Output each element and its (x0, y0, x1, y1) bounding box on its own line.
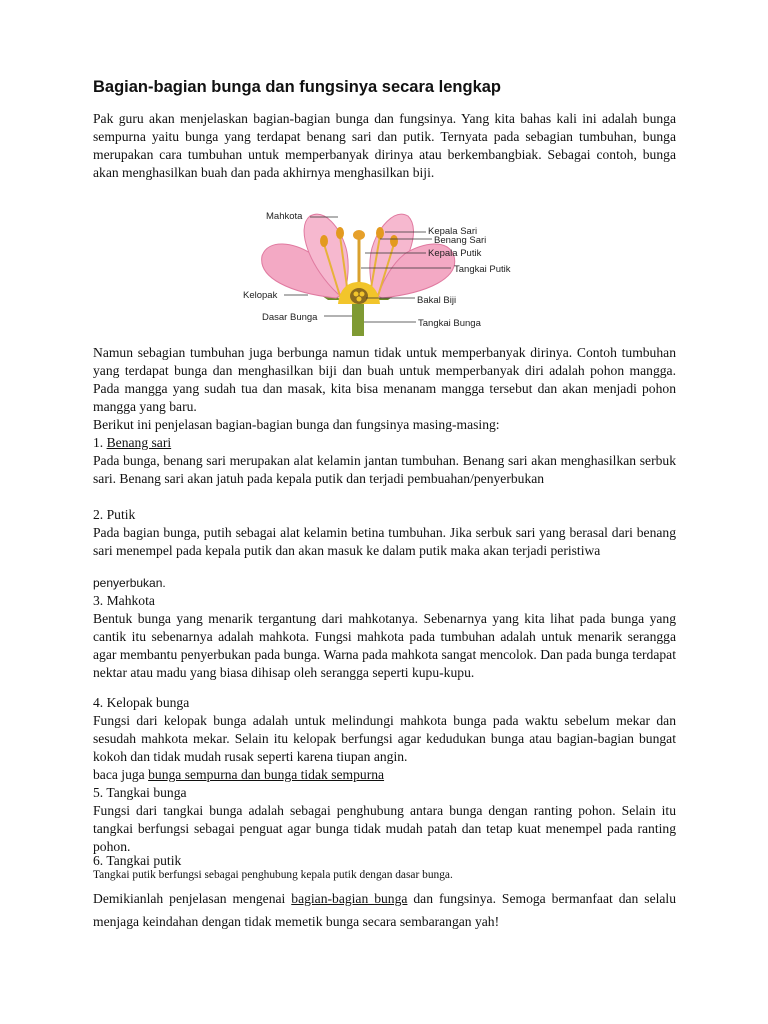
label-kepala-putik: Kepala Putik (428, 248, 482, 259)
label-tangkai-bunga: Tangkai Bunga (418, 318, 481, 329)
label-benang-sari: Benang Sari (434, 235, 487, 246)
label-bakal-biji: Bakal Biji (417, 295, 457, 306)
section-3-body: Bentuk bunga yang menarik tergantung dari mahkotanya. Sebenarnya yang kita lihat pada bunga yang cantik itu sebenarnya adalah mahkota. Fungsi mahkota pada tumbuhan adalah untuk menarik serangga agar membantu penyerbukan pada bunga. Warna pada mahkota sangat mencolok. Dan pada bunga terdapat nektar atau madu yang biasa dihisap oleh serangga seperti kupu-kupu. (93, 611, 676, 681)
section-6-title: 6. Tangkai putik (93, 853, 182, 868)
section-1-number: 1. (93, 435, 107, 450)
label-kepala-sari: Kepala Sari (428, 226, 478, 237)
section-2-body: Pada bagian bunga, putih sebagai alat kelamin betina tumbuhan. Jika serbuk sari yang berasal dari benang sari menempel pada kepala putik dan akan masuk ke dalam putik maka akan terjadi peristiwa (93, 525, 676, 559)
see-also-line (93, 766, 676, 784)
section-4-body: Fungsi dari kelopak bunga adalah untuk melindungi mahkota bunga pada waktu sebelum mekar dan sesudah mahkota mekar. Selain itu kelopak berfungsi agar kedudukan bunga atau bagian-bagian bungat kokoh dan tidak mudah rusak seperti karena tiupan angin. (93, 713, 676, 765)
section-1-body: Pada bunga, benang sari merupakan alat kelamin jantan tumbuhan. Benang sari akan menghasilkan serbuk sari. Benang sari akan jatuh pada kepala putik dan terjadi pembuahan/penyerbukan (93, 453, 676, 487)
section-1-title (93, 434, 676, 452)
closing-suffix: dan fungsinya. Semoga bermanfaat dan selalu menjaga keindahan dengan tidak memetik bunga secara sembarangan yah! (93, 891, 676, 929)
section-2-title: 2. Putik (93, 507, 136, 522)
see-also-link[interactable]: bunga sempurna dan bunga tidak sempurna (148, 767, 385, 782)
label-mahkota: Mahkota (266, 211, 303, 222)
section-5-title: 5. Tangkai bunga (93, 785, 187, 800)
list-intro: Berikut ini penjelasan bagian-bagian bunga dan fungsinya masing-masing: (93, 417, 500, 432)
section-2-tail: penyerbukan. (93, 576, 166, 590)
closing-prefix: Demikianlah penjelasan mengenai (93, 891, 292, 906)
closing-paragraph (93, 887, 676, 933)
benang-sari-link[interactable]: Benang sari (106, 435, 172, 450)
label-kelopak: Kelopak (243, 290, 278, 301)
label-tangkai-putik: Tangkai Putik (454, 264, 511, 275)
paragraph-after-diagram: Namun sebagian tumbuhan juga berbunga namun tidak untuk memperbanyak dirinya. Contoh tumbuhan yang terdapat bunga dan menghasilkan biji dan buah untuk memperbanyak diri adalah pohon mangga. Pada mangga yang sudah tua dan masak, kita bisa menanam mangga tersebut dan akan menjadi pohon mangga yang baru. (93, 345, 676, 415)
section-6-body: Tangkai putik berfungsi sebagai penghubung kepala putik dengan dasar bunga. (93, 869, 453, 881)
bagian-bunga-link[interactable]: bagian-bagian bunga (291, 891, 408, 906)
label-dasar-bunga: Dasar Bunga (262, 312, 318, 323)
section-3-title: 3. Mahkota (93, 593, 155, 608)
section-5-body: Fungsi dari tangkai bunga adalah sebagai penghubung antara bunga dengan ranting pohon. Selain itu tangkai berfungsi sebagai penguat agar bunga tidak mudah patah dan tetap kuat menempel pada ranting pohon. (93, 803, 676, 855)
intro-paragraph: Pak guru akan menjelaskan bagian-bagian bunga dan fungsinya. Yang kita bahas kali ini adalah bunga sempurna yaitu bunga yang terdapat benang sari dan putik. Ternyata pada sebagian tumbuhan, bunga merupakan cara tumbuhan untuk memperbanyak dirinya atau berkembangbiak. Sebagai contoh, bunga akan menghasilkan buah dan pada akhirnya menghasilkan biji. (93, 111, 676, 181)
section-4-title: 4. Kelopak bunga (93, 695, 190, 710)
flower-diagram (240, 208, 511, 336)
see-also-prefix: baca juga (93, 767, 149, 782)
page-title: Bagian-bagian bunga dan fungsinya secara lengkap (93, 78, 502, 96)
